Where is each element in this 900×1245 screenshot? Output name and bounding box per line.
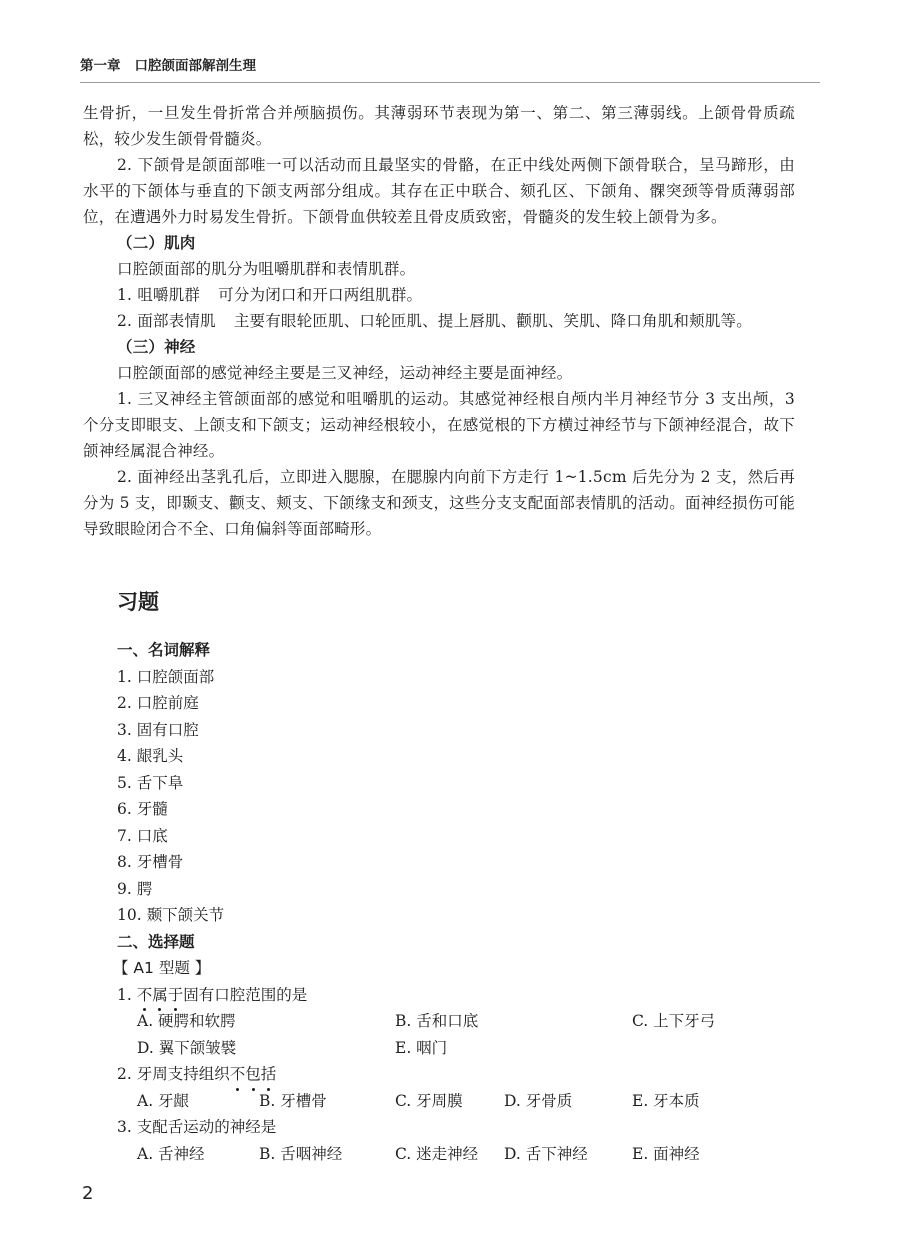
section-title: 习题	[117, 590, 159, 614]
question-1	[117, 982, 797, 1009]
item-text: 可分为闭口和开口两组肌群。	[218, 286, 423, 304]
part-heading: 二、选择题	[117, 932, 195, 951]
paragraph: 生骨折，一旦发生骨折常合并颅脑损伤。其薄弱环节表现为第一、第二、第三薄弱线。上颌骨骨质疏松，较少发生颌骨骨髓炎。	[83, 104, 795, 148]
page-number: 2	[82, 1183, 94, 1204]
option-a: A. 硬腭和软腭	[137, 1012, 236, 1030]
item-text: 主要有眼轮匝肌、口轮匝肌、提上唇肌、颧肌、笑肌、降口角肌和颊肌等。	[233, 312, 752, 330]
options-row	[117, 1088, 797, 1115]
item-label: 2. 面部表情肌	[117, 312, 216, 330]
question-text: 牙周支持组织	[136, 1065, 230, 1083]
question-text: 支配舌运动的神经是	[136, 1118, 277, 1136]
paragraph: 口腔颌面部的肌分为咀嚼肌群和表情肌群。	[117, 260, 416, 278]
question-number: 3.	[117, 1118, 132, 1136]
option-d: D. 牙骨质	[504, 1091, 573, 1110]
option-b: B. 舌咽神经	[259, 1144, 343, 1163]
question-2	[117, 1061, 797, 1088]
subsection-heading: （三）神经	[117, 338, 196, 356]
body-text	[83, 100, 795, 542]
running-header	[80, 54, 256, 74]
term-item: 6. 牙髓	[117, 800, 168, 818]
paragraph	[83, 308, 795, 334]
question-3	[117, 1114, 797, 1141]
option-e: E. 牙本质	[632, 1091, 700, 1110]
emphasis-text: 不包括	[230, 1061, 277, 1088]
term-item: 2. 口腔前庭	[117, 694, 199, 712]
option-a: A. 牙龈	[137, 1091, 190, 1110]
paragraph: 2. 面神经出茎乳孔后，立即进入腮腺，在腮腺内向前下方走行 1~1.5cm 后先分为 2 支，然后再分为 5 支，即颞支、颧支、颊支、下颌缘支和颈支，这些分支支配面部表情肌的活动。面神经损伤可能导致眼睑闭合不全、口角偏斜等面部畸形。	[83, 468, 795, 538]
option-b: B. 牙槽骨	[259, 1091, 327, 1110]
term-item: 9. 腭	[117, 879, 153, 898]
header-divider	[80, 82, 820, 83]
options-row	[117, 1141, 797, 1168]
question-text: 固有口腔范围的是	[183, 985, 308, 1004]
option-c: C. 牙周膜	[395, 1091, 463, 1110]
term-item: 7. 口底	[117, 826, 168, 845]
term-item: 3. 固有口腔	[117, 720, 199, 739]
paragraph	[83, 282, 795, 308]
paragraph: 1. 三叉神经主管颌面部的感觉和咀嚼肌的运动。其感觉神经根自颅内半月神经节分 3 支出颅，3 个分支即眼支、上颌支和下颌支；运动神经根较小，在感觉根的下方横过神经节与下颌神经混合，故下颌神经属混合神经。	[83, 390, 795, 460]
option-e: E. 咽门	[395, 1038, 448, 1057]
item-label: 1. 咀嚼肌群	[117, 286, 201, 304]
chapter-title: 口腔颌面部解剖生理	[134, 58, 256, 74]
paragraph: 2. 下颌骨是颌面部唯一可以活动而且最坚实的骨骼，在正中线处两侧下颌骨联合，呈马蹄形，由水平的下颌体与垂直的下颌支两部分组成。其存在正中联合、颏孔区、下颌角、髁突颈等骨质薄弱部位，在遭遇外力时易发生骨折。下颌骨血供较差且骨皮质致密，骨髓炎的发生较上颌骨为多。	[83, 156, 795, 226]
options-row	[117, 1008, 797, 1035]
chapter-number: 第一章	[80, 58, 121, 74]
option-d: D. 翼下颌皱襞	[137, 1038, 237, 1057]
emphasis-text: 不属于	[137, 982, 184, 1009]
question-number: 2.	[117, 1065, 132, 1083]
option-d: D. 舌下神经	[504, 1144, 588, 1163]
options-row	[117, 1035, 797, 1062]
option-c: C. 迷走神经	[395, 1144, 479, 1163]
option-a: A. 舌神经	[137, 1144, 205, 1163]
term-item: 8. 牙槽骨	[117, 853, 184, 871]
option-e: E. 面神经	[632, 1144, 700, 1163]
part-heading: 一、名词解释	[117, 641, 211, 659]
term-item: 10. 颞下颌关节	[117, 906, 225, 924]
question-number: 1.	[117, 985, 132, 1004]
term-item: 1. 口腔颌面部	[117, 667, 215, 686]
option-c: C. 上下牙弓	[632, 1012, 716, 1030]
subsection-heading: （二）肌肉	[117, 234, 196, 252]
paragraph: 口腔颌面部的感觉神经主要是三叉神经，运动神经主要是面神经。	[117, 364, 573, 382]
option-b: B. 舌和口底	[395, 1012, 479, 1030]
exercises	[113, 637, 797, 1167]
question-type-label: 【 A1 型题 】	[113, 959, 211, 977]
term-item: 5. 舌下阜	[117, 773, 184, 792]
term-item: 4. 龈乳头	[117, 747, 184, 765]
